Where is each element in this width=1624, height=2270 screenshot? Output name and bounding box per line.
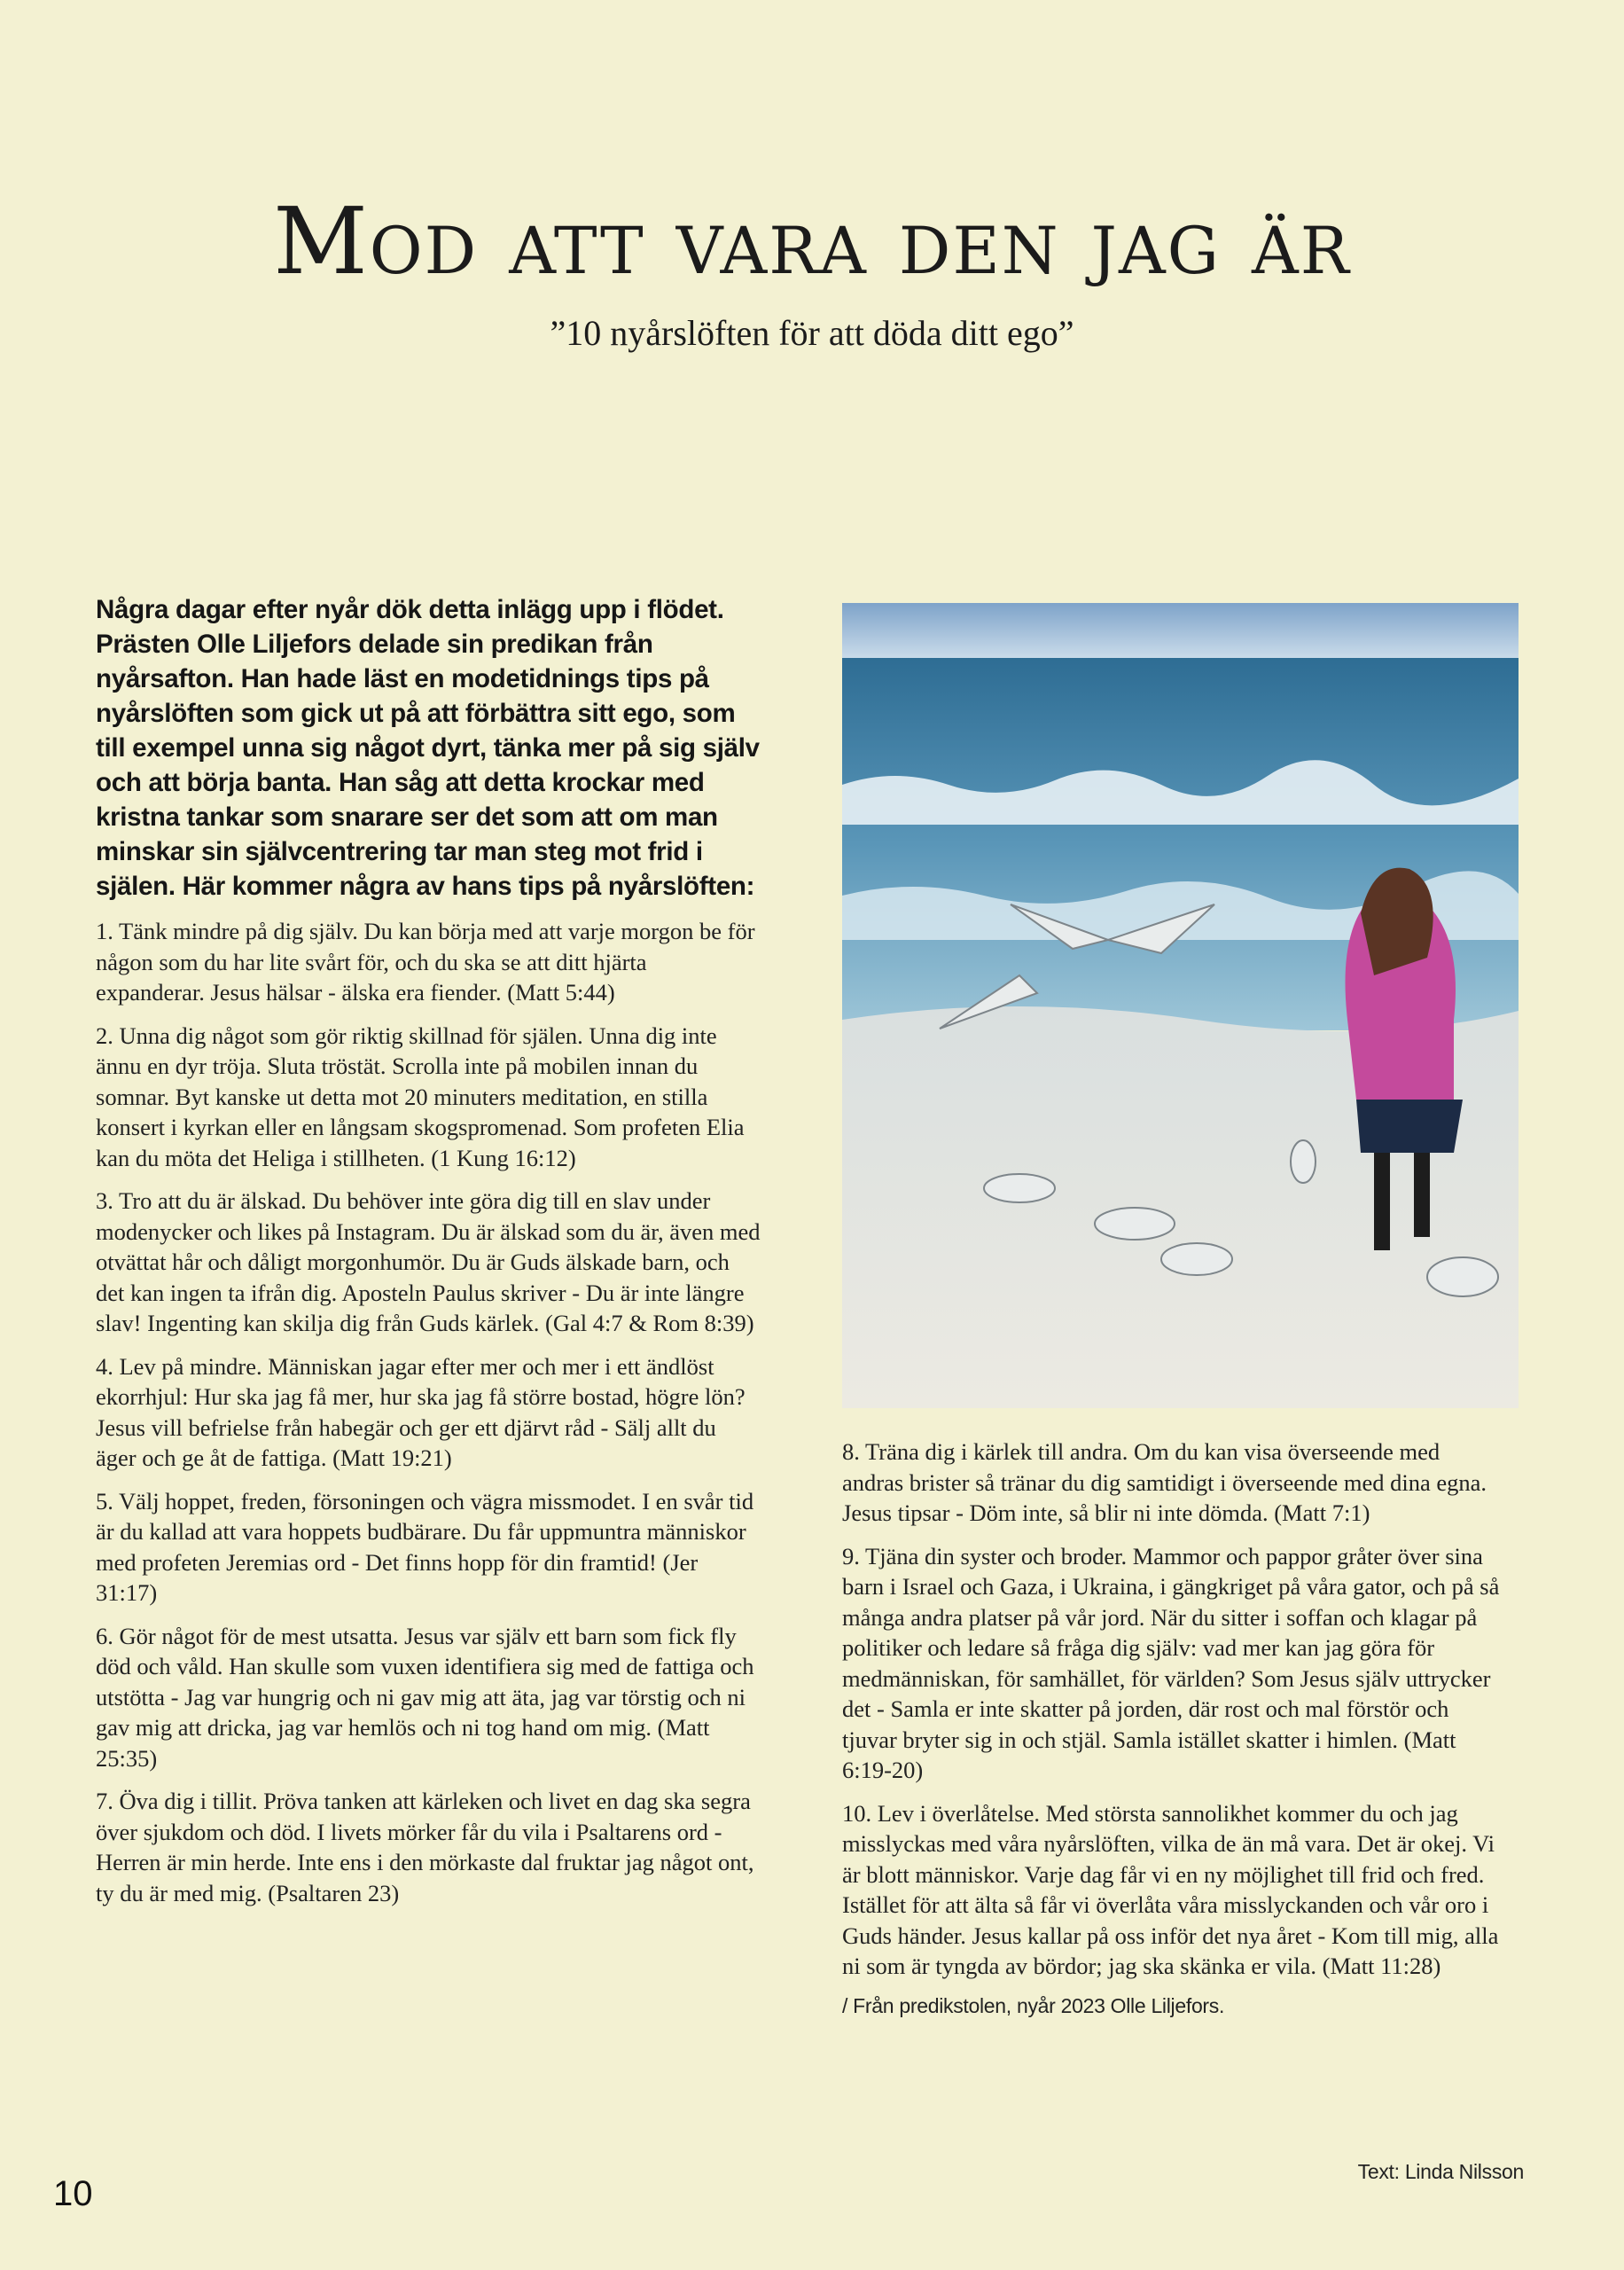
sky xyxy=(842,603,1519,658)
source-note: / Från predikstolen, nyår 2023 Olle Liljefors. xyxy=(842,1993,1225,2017)
page-number: 10 xyxy=(53,2174,93,2213)
page-subtitle: ”10 nyårslöften för att döda ditt ego” xyxy=(550,313,1074,353)
list-item-6: 6. Gör något för de mest utsatta. Jesus var själv ett barn som fick fly död och våld. Han skulle som vuxen identifiera sig med de fattiga och utstötta - Jag var hungrig och ni gav mig att äta, jag var törstig och ni gav mig att dricka, jag var hemlös och ni tog hand om mig. (Matt 25:35) xyxy=(96,1622,754,1772)
list-item-7: 7. Öva dig i tillit. Pröva tanken att kärleken och livet en dag ska segra över sjukdom och död. I livets mörker får du vila i Psaltarens ord - Herren är min herde. Inte ens i den mörkaste dal fruktar jag något ont, ty du är med mig. (Psaltaren 23) xyxy=(96,1788,754,1906)
right-column xyxy=(842,1436,1503,2018)
list-item-10: 10. Lev i överlåtelse. Med största sannolikhet kommer du och jag misslyckas med våra nyårslöften, vilka de än må vara. Det är okej. Vi är blott människor. Varje dag får vi en ny möjlighet till frid och fred. Istället för att älta så får vi överlåta våra misslyckanden och vår oro i Guds händer. Jesus kallar på oss inför det nya året - Kom till mig, alla ni som är tyngda av bördor; jag ska skänka er vila. (Matt 11:28) xyxy=(842,1799,1499,1979)
list-item-3: 3. Tro att du är älskad. Du behöver inte göra dig till en slav under modenycker och likes på Instagram. Du är älskad som du är, även med otvättat hår och dåligt morgonhumör. Du är Guds älskade barn, och det kan ingen ta ifrån dig. Aposteln Paulus skriver - Du är inte längre slav! Ingenting kan skilja dig från Guds kärlek. (Gal 4:7 & Rom 8:39) xyxy=(96,1187,761,1336)
list-item-4: 4. Lev på mindre. Människan jagar efter mer och mer i ett ändlöst ekorrhjul: Hur ska jag få mer, hur ska jag få större bostad, högre lön? Jesus vill befrielse från habegär och ger ett djärvt råd - Sälj allt du äger och ge åt de fattiga. (Matt 19:21) xyxy=(96,1352,746,1471)
beach-photo xyxy=(842,603,1519,1408)
list-item-2: 2. Unna dig något som gör riktig skillnad för själen. Unna dig inte ännu en dyr tröja. Sluta tröstät. Scrolla inte på mobilen innan du somnar. Byt kanske ut detta mot 20 minuters meditation, en stilla konsert i kyrkan eller en långsam skogspromenad. Som profeten Elia kan du möta det Heliga i stillheten. (1 Kung 16:12) xyxy=(96,1022,745,1171)
left-column xyxy=(96,592,761,1921)
list-item-5: 5. Välj hoppet, freden, försoningen och vägra missmodet. I en svår tid är du kallad att vara hoppets budbärare. Du får uppmuntra människor med profeten Jeremias ord - Det finns hopp för din framtid! (Jer 31:17) xyxy=(96,1487,754,1606)
list-item-9: 9. Tjäna din syster och broder. Mammor och pappor gråter över sina barn i Israel och Gaza, i Ukraina, i gängkriget på våra gator, och på så många andra platser på vår jord. När du sitter i soffan och klagar på politiker och ledare så fråga dig själv: vad mer kan jag göra för medmänniskan, för samhället, för världen? Som Jesus själv uttrycker det - Samla er inte skatter på jorden, där rost och mal förstör och tjuvar bryter sig in och stjäl. Samla istället skatter i himlen. (Matt 6:19-20) xyxy=(842,1542,1500,1783)
intro-paragraph: Några dagar efter nyår dök detta inlägg upp i flödet. Prästen Olle Liljefors delade sin predikan från nyårsafton. Han hade läst en modetidnings tips på nyårslöften som gick ut på att förbättra sitt ego, som till exempel unna sig något dyrt, tänka mer på sig själv och att börja banta. Han såg att detta krockar med kristna tankar som snarare ser det som att om man minskar sin självcentrering tar man steg mot frid i själen. Här kommer några av hans tips på nyårslöften: xyxy=(96,595,760,901)
list-item-1: 1. Tänk mindre på dig själv. Du kan börja med att varje morgon be för någon som du har lite svårt för, och du ska se att ditt hjärta expanderar. Jesus hälsar - älska era fiender. (Matt 5:44) xyxy=(96,918,755,1006)
author-credit: Text: Linda Nilsson xyxy=(1357,2160,1524,2183)
list-item-8: 8. Träna dig i kärlek till andra. Om du kan visa överseende med andras brister så tränar du dig samtidigt i överseende med dina egna. Jesus tipsar - Döm inte, så blir ni inte dömda. (Matt 7:1) xyxy=(842,1438,1487,1526)
page-title: Mod att vara den jag är xyxy=(273,187,1351,295)
